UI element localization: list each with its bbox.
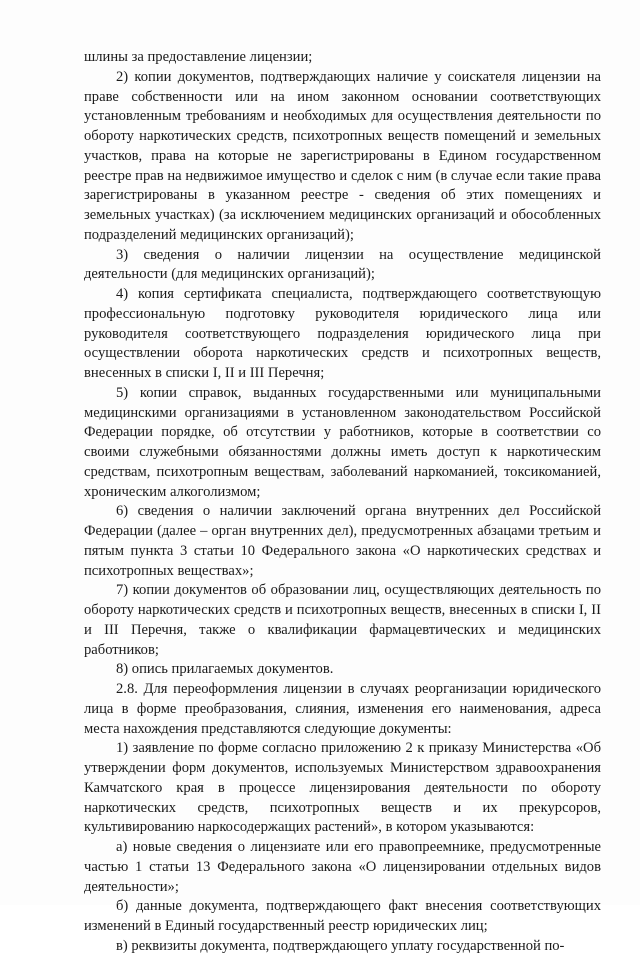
paragraph: 4) копия сертификата специалиста, подтверждающего соответствующую профессиональную подготовку руководителя юридического лица или руководителя соответствующего подразделения юридического лица при осуществлении оборота наркотических средств и психотропных веществ, внесенных в списки I, II и III Перечня; xyxy=(84,286,601,381)
paragraph: 8) опись прилагаемых документов. xyxy=(116,661,334,678)
document-body xyxy=(84,48,601,957)
paragraph: 7) копии документов об образовании лиц, осуществляющих деятельность по обороту наркотических средств и психотропных веществ, внесенных в списки I, II и III Перечня, также о квалификации фармацевтических и медицинских работников; xyxy=(84,582,601,658)
paragraph: 5) копии справок, выданных государственными или муниципальными медицинскими организациями в установленном законодательством Российской Федерации порядке, об отсутствии у работников, которые в соответствии со своими служебными обязанностями должны иметь доступ к наркотическим средствам, психотропным веществам, заболеваний наркоманией, токсикоманией, хроническим алкоголизмом; xyxy=(84,384,601,500)
paragraph: 2) копии документов, подтверждающих наличие у соискателя лицензии на праве собственности или на ином законном основании соответствующих установленным требованиям и необходимых для осуществления деятельности по обороту наркотических средств, психотропных веществ помещений и земельных участков, права на которые не зарегистрированы в Едином государственном реестре прав на недвижимое имущество и сделок с ним (в случае если такие права зарегистрированы в указанном реестре - сведения об этих помещениях и земельных участках) (за исключением медицинских организаций и обособленных подразделений медицинских организаций); xyxy=(84,68,601,243)
paragraph: шлины за предоставление лицензии; xyxy=(84,49,313,65)
paragraph: в) реквизиты документа, подтверждающего уплату государственной по- xyxy=(116,937,565,954)
paragraph: а) новые сведения о лицензиате или его правопреемнике, предусмотренные частью 1 статьи 13 Федерального закона «О лицензировании отдельных видов деятельности»; xyxy=(84,839,601,895)
paragraph: 6) сведения о наличии заключений органа внутренних дел Российской Федерации (далее – орган внутренних дел), предусмотренных абзацами третьим и пятым пункта 3 статьи 10 Федерального закона «О наркотических средствах и психотропных веществах»; xyxy=(84,503,601,579)
paragraph: 1) заявление по форме согласно приложению 2 к приказу Министерства «Об утверждении форм документов, используемых Министерством здравоохранения Камчатского края в процессе лицензирования деятельности по обороту наркотических средств, психотропных веществ и их прекурсоров, культивированию наркосодержащих растений», в котором указываются: xyxy=(84,740,601,836)
paragraph: 2.8. Для переоформления лицензии в случаях реорганизации юридического лица в форме преобразования, слияния, изменения его наименования, адреса места нахождения представляются следующие документы: xyxy=(84,681,601,737)
paragraph: 3) сведения о наличии лицензии на осуществление медицинской деятельности (для медицинских организаций); xyxy=(84,246,601,283)
paragraph: б) данные документа, подтверждающего факт внесения соответствующих изменений в Единый государственный реестр юридических лиц; xyxy=(84,898,601,934)
